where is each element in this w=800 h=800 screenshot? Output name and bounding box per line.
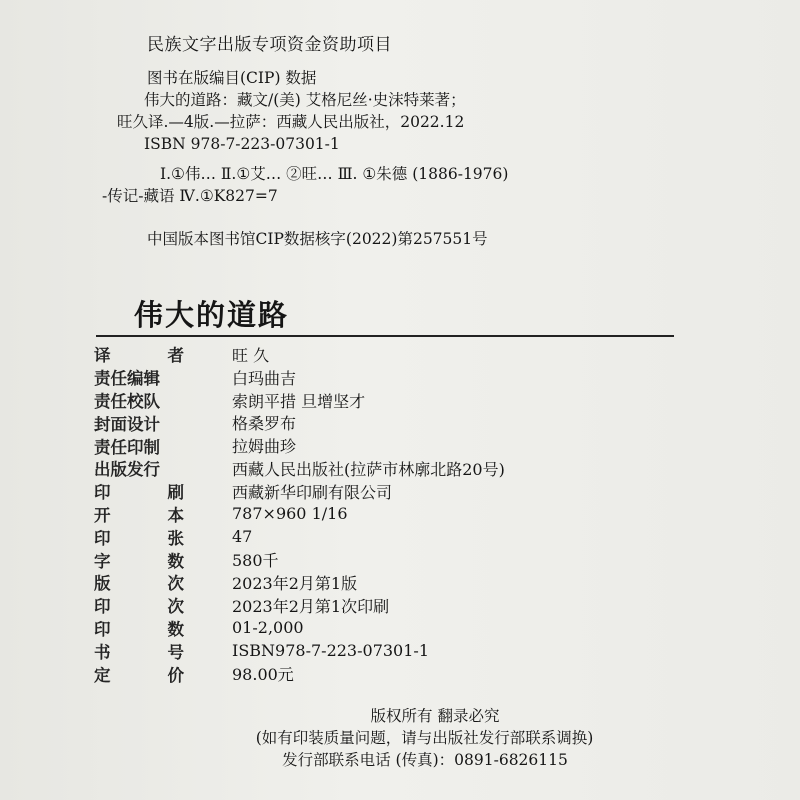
detail-label-part: 印 [94,528,111,548]
detail-row [92,571,692,594]
detail-value: 2023年2月第1版 [232,573,358,593]
rights-reserved: 版权所有 翻录必究 [370,707,500,725]
cip-block [117,67,466,155]
detail-value: 98.00元 [232,665,294,685]
classification-block [102,163,508,207]
detail-label-part: 本 [167,505,184,525]
detail-row [92,457,692,480]
detail-row [92,525,692,548]
detail-label [92,434,188,458]
publication-details-table [92,343,692,685]
detail-value: 旺 久 [232,345,270,365]
detail-row [92,480,692,503]
detail-label-part: 刷 [167,483,184,503]
detail-label [92,411,188,435]
detail-label-part: 定 [94,665,111,685]
detail-label-part: 者 [167,346,184,366]
contact-phone: 发行部联系电话 (传真)：0891-6826115 [282,751,568,769]
detail-label [92,365,188,389]
detail-value: 580千 [232,551,279,571]
detail-label-part: 次 [167,574,184,594]
copyright-notice [0,705,800,771]
detail-label-part: 封面设计 [94,414,160,434]
detail-value: 787×960 1/16 [232,504,348,524]
detail-label-part: 责任印制 [94,437,160,457]
detail-row [92,503,692,526]
detail-label-part: 印 [94,483,111,503]
cip-line-translator-publisher: 旺久译.—4版.—拉萨：西藏人民出版社，2022.12 [117,113,465,131]
detail-label-part: 数 [167,551,184,571]
detail-label-part: 开 [94,505,111,525]
detail-value: 2023年2月第1次印刷 [232,596,390,616]
detail-label-part: 版 [94,574,111,594]
detail-label-part: 价 [167,665,184,685]
cip-heading: 图书在版编目(CIP) 数据 [147,69,317,87]
detail-row [92,343,692,366]
detail-row [92,548,692,571]
detail-row [92,639,692,662]
detail-label [92,479,188,503]
detail-label-part: 次 [167,597,184,617]
cip-verification-number: 中国版本图书馆CIP数据核字(2022)第257551号 [147,230,488,248]
funding-banner: 民族文字出版专项资金资助项目 [147,35,392,55]
detail-value: 01-2,000 [232,618,304,638]
detail-label-part: 书 [94,642,111,662]
detail-label-part: 责任编辑 [94,369,160,389]
classification-line-1: Ⅰ.①伟… Ⅱ.①艾… ②旺… Ⅲ. ①朱德 (1886-1976) [160,165,509,183]
detail-label [92,456,188,480]
detail-label-part: 字 [94,551,111,571]
cip-line-isbn: ISBN 978-7-223-07301-1 [144,135,340,153]
detail-label [92,388,188,412]
detail-value: ISBN978-7-223-07301-1 [232,641,429,661]
detail-value: 白玛曲吉 [232,368,297,388]
detail-label-part: 出版发行 [94,460,160,480]
detail-label-part: 张 [167,528,184,548]
detail-row [92,411,692,434]
detail-label-part: 译 [94,346,111,366]
detail-label-part: 印 [94,597,111,617]
cip-line-title-author: 伟大的道路：藏文/(美) 艾格尼丝·史沫特莱著； [144,91,466,109]
detail-label [92,593,188,617]
detail-value: 拉姆曲珍 [232,437,297,457]
detail-label-part: 责任校队 [94,392,160,411]
detail-label-part: 号 [167,642,184,662]
detail-label [92,616,188,640]
detail-row [92,434,692,457]
book-title: 伟大的道路 [134,298,290,332]
detail-label-part: 印 [94,619,111,639]
detail-value: 索朗平措 旦增坚才 [232,391,366,411]
detail-value: 格桑罗布 [232,414,297,434]
detail-label [92,342,188,366]
detail-label [92,502,188,526]
detail-row [92,389,692,412]
detail-label [92,570,188,594]
title-divider [96,335,674,337]
detail-row [92,617,692,640]
detail-value: 47 [232,527,253,547]
detail-label [92,525,188,549]
detail-row [92,662,692,685]
detail-label-part: 数 [167,619,184,639]
detail-label [92,639,188,663]
quality-notice: (如有印装质量问题，请与出版社发行部联系调换) [255,729,594,747]
detail-label [92,662,188,686]
detail-value: 西藏人民出版社(拉萨市林廓北路20号) [232,459,505,479]
classification-line-2: -传记-藏语 Ⅳ.①K827=7 [102,187,278,205]
detail-value: 西藏新华印刷有限公司 [232,482,393,502]
detail-row [92,366,692,389]
detail-label [92,548,188,572]
detail-row [92,594,692,617]
